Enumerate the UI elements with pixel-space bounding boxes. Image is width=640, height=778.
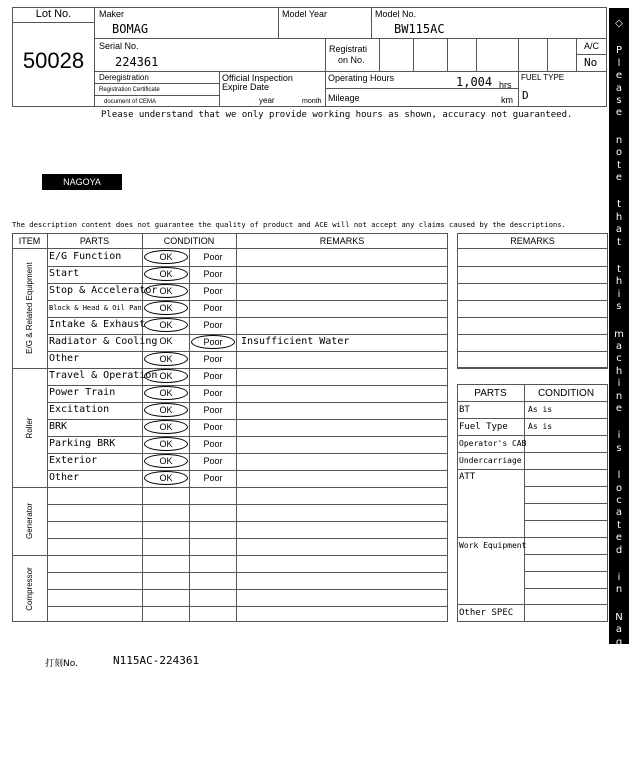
fuel-type-value: D (522, 89, 529, 102)
hrs-label: hrs (499, 80, 512, 90)
right-remark-divider (457, 317, 608, 318)
strip-char: o (615, 147, 623, 159)
right-parts-divider (524, 554, 608, 555)
part-label: Start (49, 268, 80, 279)
strip-char: h (615, 211, 623, 223)
strip-char: i (617, 572, 621, 583)
part-label: Block & Head & Oil Pan (49, 304, 142, 312)
disclaimer: The description content does not guarantee the quality of product and ACE will not accept any claims caused by the descriptions. (12, 220, 566, 229)
poor-option: Poor (203, 439, 223, 449)
ok-option: OK (159, 336, 173, 346)
strip-char: o (615, 649, 623, 660)
serial-label: Serial No. (99, 41, 139, 51)
strip-char: t (617, 199, 621, 211)
poor-option: Poor (203, 269, 223, 279)
strip-char: e (615, 403, 623, 414)
right-cond-bt: As is (528, 405, 553, 414)
part-label: Radiator & Cooling (49, 336, 158, 347)
row-divider (47, 538, 448, 539)
right-parts-divider (457, 469, 608, 470)
strip-char (609, 455, 629, 467)
part-label: Stop & Accelerator (49, 285, 158, 296)
ac-value: No (584, 56, 598, 69)
remark-text: Insufficient Water (241, 336, 350, 347)
strip-char: c (616, 495, 622, 506)
strip-char: n (615, 134, 623, 146)
poor-option: Poor (203, 371, 223, 381)
col-parts-header: PARTS (79, 236, 110, 246)
right-part-other-spec: Other SPEC (459, 608, 514, 618)
strip-char: P (615, 45, 623, 57)
ok-marked: OK (144, 250, 188, 264)
strip-char: N (615, 611, 623, 623)
strip-char: a (615, 341, 623, 352)
row-divider (47, 419, 448, 420)
strip-char (609, 751, 629, 763)
registration-label-2: on No. (338, 55, 365, 65)
strip-char: o (615, 482, 623, 494)
strip-char: i (617, 430, 621, 442)
strip-char (609, 314, 629, 326)
lot-number: 50028 (22, 48, 85, 73)
right-part-undercarriage: Undercarriage (459, 456, 522, 465)
strip-char (609, 120, 629, 132)
strip-char: e (615, 172, 623, 183)
row-divider (47, 572, 448, 573)
inspection-label-1: Official Inspection (222, 73, 293, 83)
ok-marked: OK (144, 369, 188, 383)
poor-option: Poor (203, 422, 223, 432)
ok-marked: OK (144, 386, 188, 400)
part-label: Intake & Exhaust (49, 319, 146, 330)
part-label: E/G Function (49, 251, 122, 262)
strip-char: e (615, 532, 623, 544)
group-label-generator: Generator (25, 502, 34, 540)
strip-char: n (615, 584, 623, 596)
row-divider (47, 351, 448, 352)
ok-marked: OK (144, 284, 188, 298)
strip-char: a (615, 673, 623, 685)
maker-label: Maker (99, 9, 125, 19)
serial-value: 224361 (115, 55, 159, 69)
inspection-label-2: Expire Date (222, 82, 270, 92)
strip-char: a (615, 624, 623, 636)
strip-char: n (615, 390, 623, 402)
maker-value: BOMAG (112, 22, 149, 36)
row-divider (47, 470, 448, 471)
strip-char (609, 184, 629, 196)
strip-char: a (615, 224, 623, 236)
model-no-label: Model No. (375, 9, 417, 19)
lot-label: Lot No. (35, 8, 72, 20)
poor-option: Poor (203, 405, 223, 415)
strip-char (609, 30, 629, 42)
right-parts-divider (524, 503, 608, 504)
strip-char: s (616, 95, 622, 106)
right-cond-fuel-type: As is (528, 422, 553, 431)
row-divider (47, 266, 448, 267)
right-part-work-equipment: Work Equipment (459, 541, 527, 550)
strip-char: i (617, 288, 621, 300)
strip-char: t (617, 519, 621, 531)
strip-char: s (616, 442, 622, 454)
strip-char: a (615, 82, 623, 94)
strip-char: h (615, 365, 623, 377)
ok-marked: OK (144, 301, 188, 315)
right-remarks-header: REMARKS (510, 236, 555, 246)
hours-notice: Please understand that we only provide working hours as shown, accuracy not guaranteed. (101, 110, 573, 120)
strip-char (609, 415, 629, 427)
strip-char: e (615, 107, 623, 119)
strip-char: d (615, 544, 623, 556)
right-remark-divider (457, 283, 608, 284)
strip-char: ◇ (615, 765, 623, 777)
row-divider (47, 504, 448, 505)
col-item-header: ITEM (18, 236, 41, 246)
location-badge: NAGOYA (42, 174, 122, 190)
right-remark-divider (457, 368, 608, 369)
strip-char (609, 249, 629, 261)
strip-char: s (616, 301, 622, 313)
part-label: Other (49, 353, 80, 364)
strip-char: c (616, 353, 622, 365)
part-label: Travel & Operation (49, 370, 158, 381)
ok-marked: OK (144, 420, 188, 434)
poor-option: Poor (203, 252, 223, 262)
col-remarks-header: REMARKS (319, 236, 365, 246)
model-year-label: Model Year (282, 9, 328, 19)
strip-char: ◇ (615, 18, 623, 29)
strip-char: d (615, 738, 623, 750)
ok-marked: OK (144, 318, 188, 332)
ok-marked: OK (144, 471, 188, 485)
poor-option: Poor (203, 456, 223, 466)
side-notice-strip (609, 8, 629, 777)
strip-char (609, 597, 629, 609)
strip-char: a (615, 507, 623, 519)
row-divider (47, 606, 448, 607)
right-part-fuel-type: Fuel Type (459, 422, 508, 432)
right-part-operator-cab: Operator's CAB (459, 439, 527, 448)
right-remark-divider (457, 300, 608, 301)
row-divider (47, 521, 448, 522)
part-label: Power Train (49, 387, 116, 398)
mileage-label: Mileage (328, 93, 360, 103)
right-col-parts-header: PARTS (474, 388, 507, 399)
strip-char: Y (615, 701, 623, 713)
part-label: Excitation (49, 404, 110, 415)
part-label: BRK (49, 421, 68, 432)
fuel-type-label: FUEL TYPE (521, 73, 565, 82)
strip-char: m (614, 328, 624, 340)
right-parts-divider (524, 486, 608, 487)
cema-label: document of CEMA (104, 99, 157, 105)
month-label: month (302, 98, 322, 105)
strip-char: h (615, 276, 623, 288)
strip-char: t (617, 159, 621, 171)
strip-char: a (615, 713, 623, 725)
year-label: year (259, 96, 275, 105)
registration-certificate-label: Registration Certificate (99, 87, 160, 93)
right-part-bt: BT (459, 405, 470, 415)
right-parts-divider (524, 571, 608, 572)
strip-char (609, 557, 629, 569)
operating-hours-label: Operating Hours (328, 73, 395, 83)
poor-option: Poor (203, 473, 223, 483)
right-remark-divider (457, 334, 608, 335)
right-parts-divider (524, 520, 608, 521)
model-no-value: BW115AC (394, 22, 445, 36)
stamp-number: N115AC-224361 (113, 654, 200, 667)
strip-char: y (616, 661, 622, 673)
strip-char: t (617, 236, 621, 248)
part-label: Exterior (49, 455, 98, 466)
strip-char (609, 686, 629, 698)
poor-option: Poor (203, 354, 223, 364)
row-divider (47, 453, 448, 454)
ok-marked: OK (144, 267, 188, 281)
poor-option: Poor (203, 286, 223, 296)
ok-marked: OK (144, 352, 188, 366)
poor-option: Poor (203, 320, 223, 330)
right-col-condition-header: CONDITION (537, 388, 595, 399)
part-label: Other (49, 472, 80, 483)
strip-char: g (615, 636, 623, 648)
ok-marked: OK (144, 437, 188, 451)
right-remark-divider (457, 266, 608, 267)
registration-label-1: Registrati (329, 44, 368, 54)
right-remark-divider (457, 351, 608, 352)
strip-char: l (617, 470, 621, 482)
group-label-roller: Roller (25, 417, 34, 439)
strip-char: t (617, 264, 621, 275)
ac-label: A/C (584, 41, 600, 51)
strip-char: e (615, 70, 623, 82)
right-parts-divider (524, 588, 608, 589)
strip-char: r (616, 726, 622, 737)
stamp-label: 打刻No. (45, 659, 78, 669)
strip-char: i (617, 378, 621, 390)
right-part-att: ATT (459, 472, 476, 482)
group-label-compressor: Compressor (25, 567, 34, 611)
operating-hours-value: 1,004 (456, 75, 493, 89)
strip-char: l (617, 57, 621, 69)
row-divider (47, 589, 448, 590)
poor-option: Poor (203, 388, 223, 398)
ok-marked: OK (144, 403, 188, 417)
poor-marked: Poor (191, 335, 235, 349)
part-label: Parking BRK (49, 438, 116, 449)
ok-marked: OK (144, 454, 188, 468)
group-label-engine: E/G & Related Equipment (25, 262, 34, 354)
deregistration-label: Deregistration (99, 73, 149, 82)
poor-option: Poor (203, 303, 223, 313)
km-label: km (501, 95, 513, 105)
col-condition-header: CONDITION (163, 236, 215, 246)
